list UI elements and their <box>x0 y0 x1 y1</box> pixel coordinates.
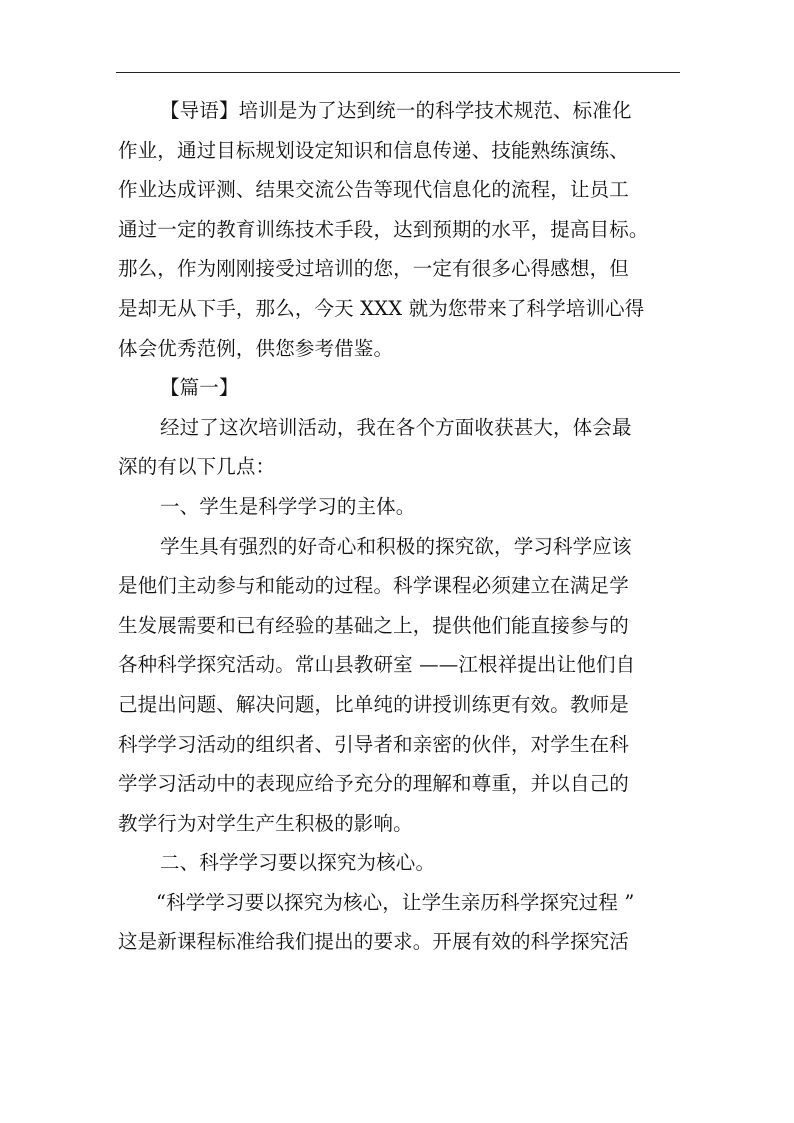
text-line: 作业达成评测、结果交流公告等现代信息化的流程，让员工 <box>118 178 629 202</box>
subsection-heading: 一、学生是科学学习的主体。 <box>160 494 416 518</box>
text-line: 这是新课程标准给我们提出的要求。开展有效的科学探究活 <box>118 930 629 954</box>
text-line: 科学学习活动的组织者、引导者和亲密的伙伴，对学生在科 <box>118 732 629 756</box>
text-line: “科学学习要以探究为核心，让学生亲历科学探究过程 ” <box>156 890 635 914</box>
text-line: 通过一定的教育训练技术手段，达到预期的水平，提高目标。 <box>118 217 649 241</box>
section-heading: 【篇一】 <box>160 376 239 400</box>
text-line: 学生具有强烈的好奇心和积极的探究欲，学习科学应该 <box>160 534 632 558</box>
document-body <box>118 98 680 969</box>
text-line: 学学习活动中的表现应给予充分的理解和尊重，并以自己的 <box>118 772 629 796</box>
text-line: 经过了这次培训活动，我在各个方面收获甚大，体会最 <box>160 415 632 439</box>
text-line: 是却无从下手，那么，今天 XXX 就为您带来了科学培训心得 <box>118 296 645 320</box>
text-line: 教学行为对学生产生积极的影响。 <box>118 811 413 835</box>
text-line: 体会优秀范例，供您参考借鉴。 <box>118 336 394 360</box>
header-rule <box>116 72 680 73</box>
text-line: 各种科学探究活动。常山县教研室 ——江根祥提出让他们自 <box>118 653 636 677</box>
text-line: 【导语】培训是为了达到统一的科学技术规范、标准化 <box>160 99 632 122</box>
text-line: 深的有以下几点： <box>118 455 276 479</box>
text-line: 那么，作为刚刚接受过培训的您，一定有很多心得感想，但 <box>118 257 629 281</box>
subsection-heading: 二、科学学习要以探究为核心。 <box>160 851 436 875</box>
text-line: 作业，通过目标规划设定知识和信息传递、技能熟练演练、 <box>118 138 629 162</box>
text-line: 己提出问题、解决问题，比单纯的讲授训练更有效。教师是 <box>118 692 629 716</box>
text-line: 生发展需要和已有经验的基础之上，提供他们能直接参与的 <box>118 613 629 637</box>
text-line: 是他们主动参与和能动的过程。科学课程必须建立在满足学 <box>118 574 629 598</box>
